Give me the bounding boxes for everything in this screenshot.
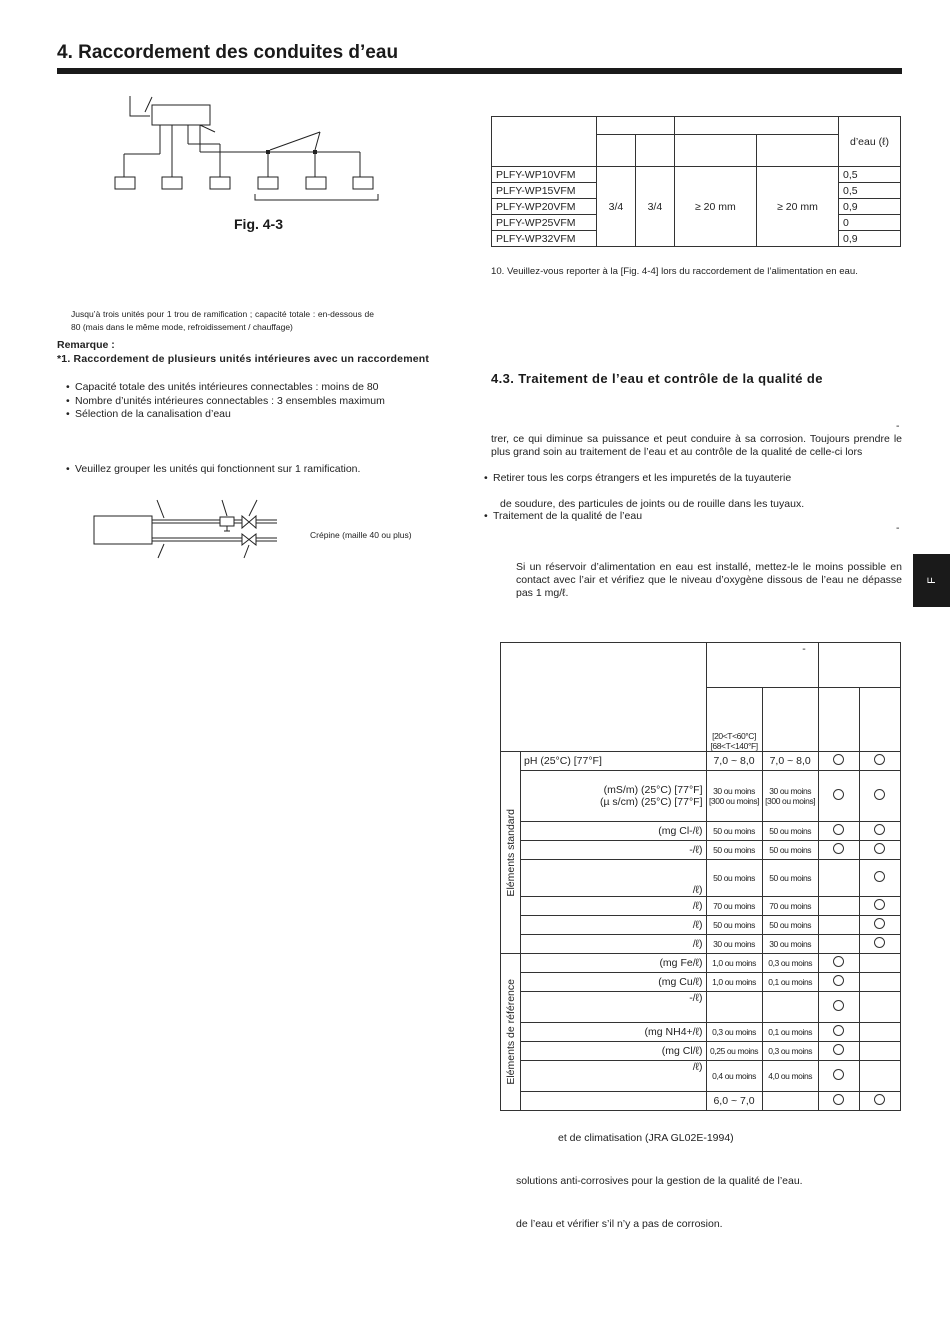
bullet-item: • Sélection de la canalisation d’eau	[64, 408, 385, 422]
group-standard: Eléments standard	[501, 752, 521, 954]
circle-mark	[833, 754, 844, 765]
param-label: (mS/m) (25°C) [77°F] (µ s/cm) (25°C) [77°F]	[521, 771, 706, 822]
circle-mark	[833, 975, 844, 986]
bullet-item: • Nombre d’unités intérieures connectables : 3 ensembles maximum	[64, 395, 385, 409]
model-cell: PLFY-WP32VFM	[492, 231, 597, 247]
circle-mark	[833, 1094, 844, 1105]
model-cell: PLFY-WP25VFM	[492, 215, 597, 231]
volume-cell: 0	[839, 215, 901, 231]
volume-cell: 0,5	[839, 183, 901, 199]
size-cell: 3/4	[635, 167, 674, 247]
size-cell: ≥ 20 mm	[756, 167, 838, 247]
value-cell: 0,4 ou moins	[706, 1061, 762, 1092]
circle-mark	[874, 824, 885, 835]
treatment-bullet-2	[482, 510, 642, 524]
value-cell: 50 ou moins	[706, 822, 762, 841]
hyphen: -	[896, 420, 900, 432]
value-cell: 50 ou moins	[762, 841, 818, 860]
param-label: (mg Cu/ℓ)	[521, 973, 706, 992]
strainer-label: Crépine (maille 40 ou plus)	[310, 530, 412, 540]
value-cell: 0,1 ou moins	[762, 973, 818, 992]
circle-mark	[833, 956, 844, 967]
value-cell: 0,3 ou moins	[762, 954, 818, 973]
bullet-item: • Traitement de la qualité de l’eau	[482, 510, 642, 524]
table-row	[501, 897, 901, 916]
language-tab	[913, 554, 950, 607]
volume-cell: 0,9	[839, 199, 901, 215]
table-row	[501, 935, 901, 954]
branch-piping-diagram	[110, 92, 390, 207]
pipe-size-table	[491, 116, 901, 247]
size-cell: 3/4	[597, 167, 636, 247]
water-quality-table	[500, 642, 901, 1111]
value-cell: 4,0 ou moins	[762, 1061, 818, 1092]
language-tab-label: F	[925, 577, 938, 584]
param-label: (mg Cl-/ℓ)	[521, 822, 706, 841]
remarque-label: Remarque :	[57, 339, 115, 351]
value-cell: 7,0 ~ 8,0	[762, 752, 818, 771]
circle-mark	[874, 918, 885, 929]
param-label: /ℓ)	[521, 916, 706, 935]
page-title: 4. Raccordement des conduites d’eau	[57, 42, 399, 63]
param-label: (mg NH4+/ℓ)	[521, 1023, 706, 1042]
strainer-diagram	[92, 498, 282, 560]
circle-mark	[874, 871, 885, 882]
paragraph-reservoir: Si un réservoir d’alimentation en eau est installé, mettez-le le moins possible en contact avec l’air et vérifiez que le niveau d’oxygène dissous de l’eau ne dépasse pas 1 mg/ℓ.	[516, 561, 902, 599]
table-row	[501, 1042, 901, 1061]
volume-cell: 0,5	[839, 167, 901, 183]
model-cell: PLFY-WP15VFM	[492, 183, 597, 199]
treatment-bullet-1	[482, 472, 902, 486]
value-cell: 50 ou moins	[762, 822, 818, 841]
param-label: -/ℓ)	[521, 841, 706, 860]
table-row	[501, 992, 901, 1023]
table-row	[492, 117, 901, 135]
value-cell: 30 ou moins	[706, 935, 762, 954]
remarque-heading: *1. Raccordement de plusieurs unités intérieures avec un raccordement	[57, 353, 430, 365]
circle-mark	[833, 843, 844, 854]
table-row	[501, 822, 901, 841]
value-cell: 1,0 ou moins	[706, 954, 762, 973]
value-cell: 1,0 ou moins	[706, 973, 762, 992]
value-cell: 50 ou moins	[762, 916, 818, 935]
circle-mark	[833, 1069, 844, 1080]
circle-mark	[833, 824, 844, 835]
value-cell: 7,0 ~ 8,0	[706, 752, 762, 771]
bullet-item: • Veuillez grouper les unités qui fonctionnent sur 1 ramification.	[64, 463, 360, 477]
circle-mark	[833, 1025, 844, 1036]
value-cell: 70 ou moins	[706, 897, 762, 916]
table-row	[501, 643, 901, 688]
value-cell: 30 ou moins [300 ou moins]	[706, 771, 762, 822]
param-label: /ℓ)	[521, 897, 706, 916]
table-row	[501, 916, 901, 935]
group-bullet	[64, 463, 360, 477]
hyphen: -	[706, 643, 818, 688]
circle-mark	[874, 754, 885, 765]
group-reference: Eléments de référence	[501, 954, 521, 1111]
value-cell: 50 ou moins	[762, 860, 818, 897]
value-cell: 50 ou moins	[706, 860, 762, 897]
table-row	[501, 973, 901, 992]
param-label: pH (25°C) [77°F]	[521, 752, 706, 771]
param-label: -/ℓ)	[521, 992, 706, 1023]
branch-capacity-note: Jusqu’à trois unités pour 1 trou de ramification ; capacité totale : en-dessous de 80 (mais dans le même mode, refroidissement / chauffage)	[71, 309, 374, 332]
bullet-item: • Capacité totale des unités intérieures connectables : moins de 80	[64, 381, 385, 395]
table-row	[501, 1061, 901, 1092]
remarque-bullets	[64, 381, 385, 422]
param-label: /ℓ)	[521, 1061, 706, 1092]
value-cell: 0,25 ou moins	[706, 1042, 762, 1061]
circle-mark	[874, 899, 885, 910]
table-row	[501, 860, 901, 897]
value-cell: 30 ou moins	[762, 935, 818, 954]
bullet-item: • Retirer tous les corps étrangers et les impuretés de la tuyauterie	[482, 472, 902, 486]
figure-caption: Fig. 4-3	[234, 216, 284, 232]
table-row	[501, 771, 901, 822]
table-row	[492, 167, 901, 183]
circle-mark	[833, 1044, 844, 1055]
circle-mark	[874, 789, 885, 800]
temp-range-cell: [20<T<60°C] [68<T<140°F]	[706, 688, 762, 752]
note-10: 10. Veuillez-vous reporter à la [Fig. 4-4] lors du raccordement de l’alimentation en eau.	[491, 266, 858, 277]
value-cell: 6,0 ~ 7,0	[706, 1092, 762, 1111]
value-cell: 0,1 ou moins	[762, 1023, 818, 1042]
table-row	[501, 752, 901, 771]
footer-anticorrosive: solutions anti-corrosives pour la gestion de la qualité de l’eau.	[516, 1175, 803, 1187]
footer-standard: et de climatisation (JRA GL02E-1994)	[558, 1132, 734, 1144]
value-cell: 70 ou moins	[762, 897, 818, 916]
circle-mark	[833, 1000, 844, 1011]
param-label: (mg Cl/ℓ)	[521, 1042, 706, 1061]
size-cell: ≥ 20 mm	[674, 167, 756, 247]
volume-cell: 0,9	[839, 231, 901, 247]
water-volume-header: d’eau (ℓ)	[839, 117, 901, 167]
value-cell: 50 ou moins	[706, 841, 762, 860]
circle-mark	[874, 937, 885, 948]
paragraph-corrosion: trer, ce qui diminue sa puissance et peut conduire à sa corrosion. Toujours prendre le plus grand soin au traitement de l’eau et au contrôle de la qualité de celle-ci lors	[491, 433, 902, 458]
param-label: /ℓ)	[521, 935, 706, 954]
circle-mark	[874, 1094, 885, 1105]
model-cell: PLFY-WP20VFM	[492, 199, 597, 215]
hyphen: -	[896, 522, 900, 534]
value-cell: 0,3 ou moins	[706, 1023, 762, 1042]
footer-corrosion-check: de l’eau et vérifier s’il n’y a pas de corrosion.	[516, 1218, 723, 1230]
table-row	[501, 1023, 901, 1042]
value-cell: 50 ou moins	[706, 916, 762, 935]
section-heading: 4.3. Traitement de l’eau et contrôle de la qualité de	[491, 371, 823, 386]
value-cell: 0,3 ou moins	[762, 1042, 818, 1061]
table-row	[501, 841, 901, 860]
table-row	[501, 954, 901, 973]
table-row	[501, 1092, 901, 1111]
param-label: /ℓ)	[521, 860, 706, 897]
circle-mark	[833, 789, 844, 800]
circle-mark	[874, 843, 885, 854]
param-label: (mg Fe/ℓ)	[521, 954, 706, 973]
value-cell: 30 ou moins [300 ou moins]	[762, 771, 818, 822]
model-cell: PLFY-WP10VFM	[492, 167, 597, 183]
paragraph-welding: de soudure, des particules de joints ou de rouille dans les tuyaux.	[500, 498, 805, 510]
title-rule	[57, 68, 902, 74]
